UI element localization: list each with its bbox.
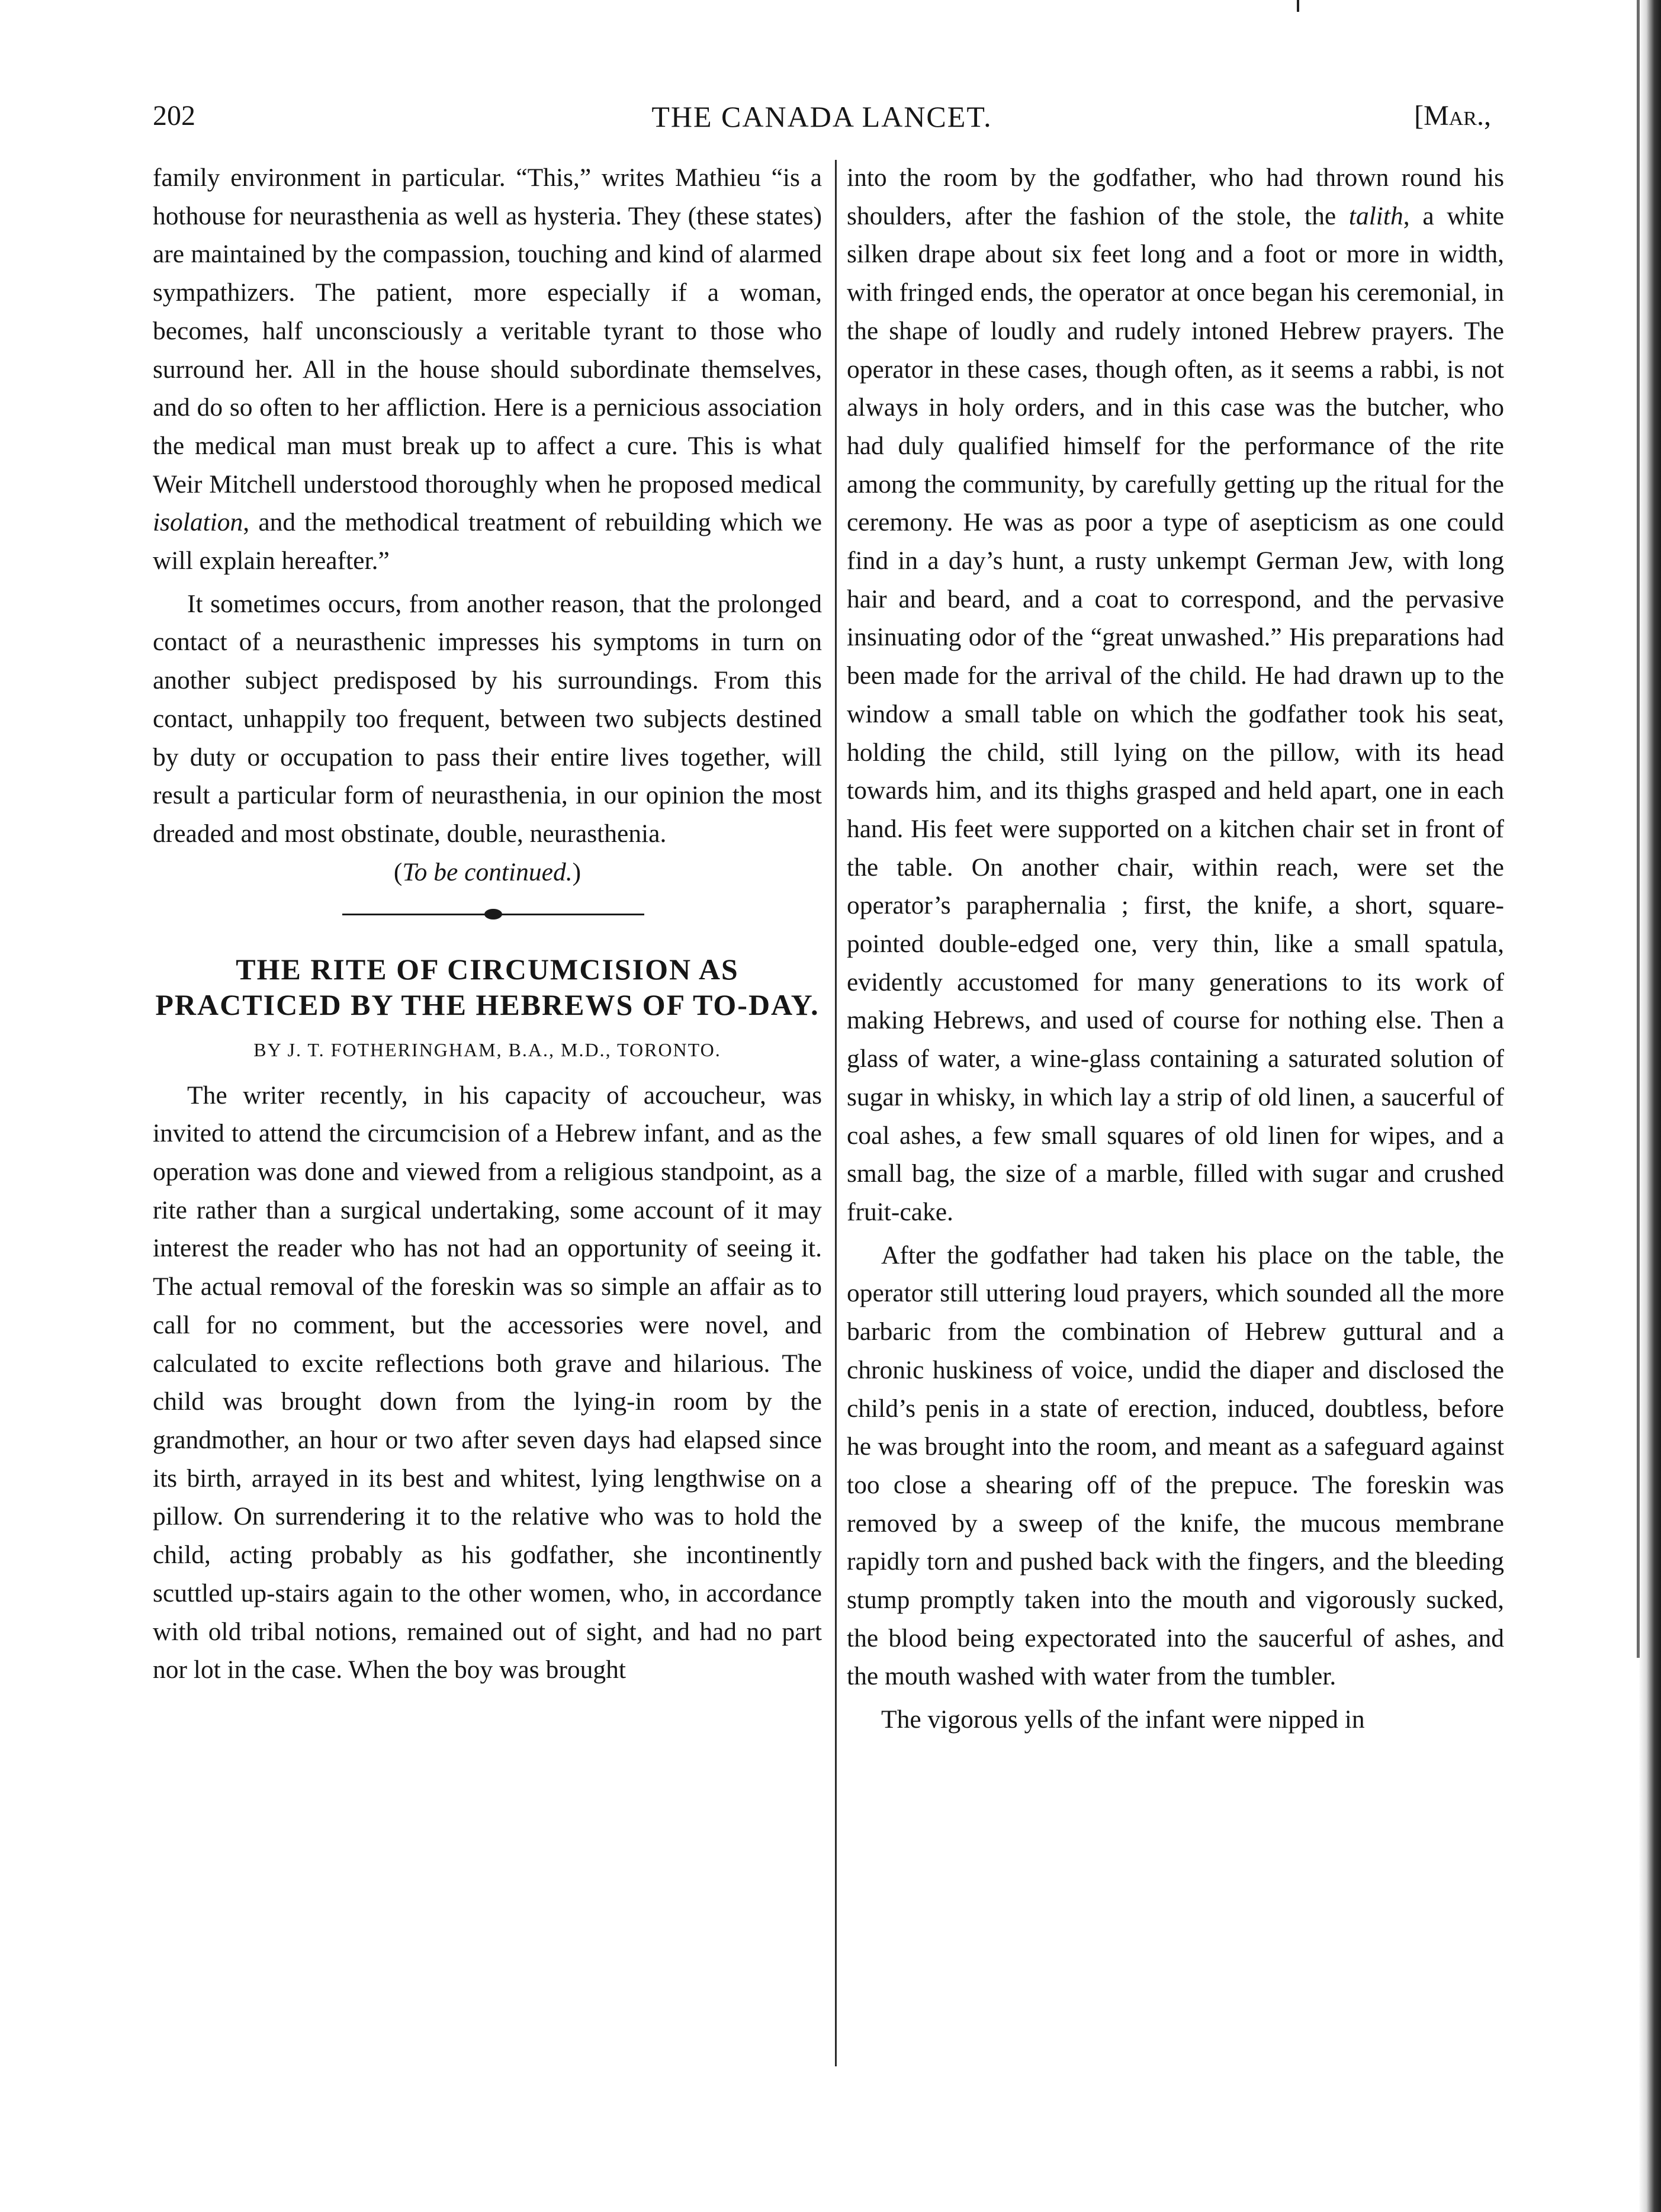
left-column bbox=[153, 159, 822, 1689]
emphasis-text: talith bbox=[1348, 201, 1403, 230]
paren-open: ( bbox=[393, 857, 403, 886]
paragraph: The writer recently, in his capacity of accoucheur, was invited to attend the circumcision of a Hebrew infant, and as the operation was done and viewed from a religious standpoint, as a rite rather than a surgical undertaking, some account of it may interest the reader who has not had an opportunity of seeing it. The actual removal of the foreskin was so simple an affair as to call for no comment, but the accessories were novel, and calculated to excite reflections both grave and hilarious. The child was brought down from the lying-in room by the grandmother, an hour or two after seven days had elapsed since its birth, arrayed in its best and whitest, lying lengthwise on a pillow. On surrendering it to the relative who was to hold the child, acting probably as his godfather, she incontinently scuttled up-stairs again to the other women, who, in accordance with old tribal notions, remained out of sight, and had no part nor lot in the case. When the boy was brought bbox=[153, 1081, 822, 1684]
paren-close: ) bbox=[572, 857, 581, 886]
paragraph-text: family environment in particular. “This,” writes Mathieu “is a hothouse for neurasthenia as well as hysteria. They (these states) are maintained by the compassion, touching and kind of alarmed sympathizers. The patient, more especially if a woman, becomes, half unconsciously a veritable tyrant to those who surround her. All in the house should subordinate themselves, and do so often to her affliction. Here is a pernicious association the medical man must break up to affect a cure. This is what Weir Mitchell understood thoroughly when he proposed medical bbox=[153, 163, 822, 499]
paragraph-text: , and the methodical treatment of rebuilding which we will explain hereafter.” bbox=[153, 508, 822, 575]
column-divider bbox=[835, 160, 837, 2066]
paragraph-text: , a white silken drape about six feet long and a foot or more in width, with fringed ends, the operator at once began his ceremonial, in the shape of loudly and rudely intoned Hebrew prayers. The operator in these cases, though often, as it seems a rabbi, is not always in holy orders, and in this case was the butcher, who had duly qualified himself for the performance of the rite among the community, by carefully getting up the ritual for the ceremony. He was as poor a type of asepticism as one could find in a day’s hunt, a rusty unkempt German Jew, with long hair and beard, and a coat to correspond, and the pervasive insinuating odor of the “great unwashed.” His preparations had been made for the arrival of the child. He had drawn up to the window a small table on which the godfather took his seat, holding the child, still lying on the pillow, with its head towards him, and its thighs grasped and held apart, one in each hand. His feet were supported on a kitchen chair set in front of the table. On another chair, within reach, were set the operator’s paraphernalia ; first, the knife, a short, square-pointed double-edged one, very thin, like a small spatula, evidently accustomed for many generations to its work of making Hebrews, and used of course for nothing else. Then a glass of water, a wine-glass containing a saturated solution of sugar in whisky, in which lay a strip of old linen, a saucerful of coal ashes, a few small squares of old linen for wipes, and a small bag, the size of a marble, filled with sugar and crushed fruit-cake. bbox=[847, 201, 1505, 1226]
paragraph: After the godfather had taken his place on the table, the operator still uttering loud prayers, which sounded all the more barbaric from the combination of Hebrew guttural and a chronic huskiness of voice, undid the diaper and disclosed the child’s penis in a state of erection, induced, doubtless, before he was brought into the room, and meant as a safeguard against too close a shearing off of the prepuce. The foreskin was removed by a sweep of the knife, the mucous membrane rapidly torn and pushed back with the fingers, and the bleeding stump promptly taken into the mouth and vigorously sucked, the blood being expectorated into the saucerful of ashes, and the mouth washed with water from the tumbler. bbox=[847, 1240, 1504, 1691]
page-number: 202 bbox=[153, 100, 195, 131]
section-ornament bbox=[153, 891, 822, 938]
article-byline: BY J. T. FOTHERINGHAM, B.A., M.D., TORONTO. bbox=[253, 1039, 721, 1060]
right-column bbox=[847, 159, 1504, 1739]
paragraph bbox=[847, 159, 1504, 1232]
scan-edge-shadow bbox=[1638, 0, 1661, 2212]
article-title: THE RITE OF CIRCUMCISION AS PRACTICED BY THE HEBREWS OF TO-DAY. bbox=[155, 952, 820, 1021]
paragraph-text: into the room by the godfather, who had thrown round his shoulders, after the fashion of the stole, the bbox=[847, 163, 1504, 230]
running-head bbox=[153, 99, 1491, 153]
emphasis-text: isolation bbox=[153, 508, 243, 537]
paragraph: It sometimes occurs, from another reason, that the prolonged contact of a neurasthenic impresses his symptoms in turn on another subject predisposed by his surroundings. From this contact, unhappily too frequent, between two subjects destined by duty or occupation to pass their entire lives together, will result a particular form of neurasthenia, in our opinion the most dreaded and most obstinate, double, neurasthenia. bbox=[153, 589, 822, 848]
to-be-continued bbox=[153, 853, 822, 891]
scan-edge-line bbox=[1637, 0, 1640, 1658]
journal-title: THE CANADA LANCET. bbox=[651, 100, 992, 133]
continued-text: To be continued. bbox=[402, 857, 573, 886]
ornament-dot bbox=[484, 909, 502, 919]
issue-month: [Mar., bbox=[1414, 100, 1491, 131]
paragraph bbox=[153, 159, 822, 580]
paragraph: The vigorous yells of the infant were nipped in bbox=[881, 1705, 1365, 1734]
scan-mark bbox=[1297, 0, 1299, 12]
